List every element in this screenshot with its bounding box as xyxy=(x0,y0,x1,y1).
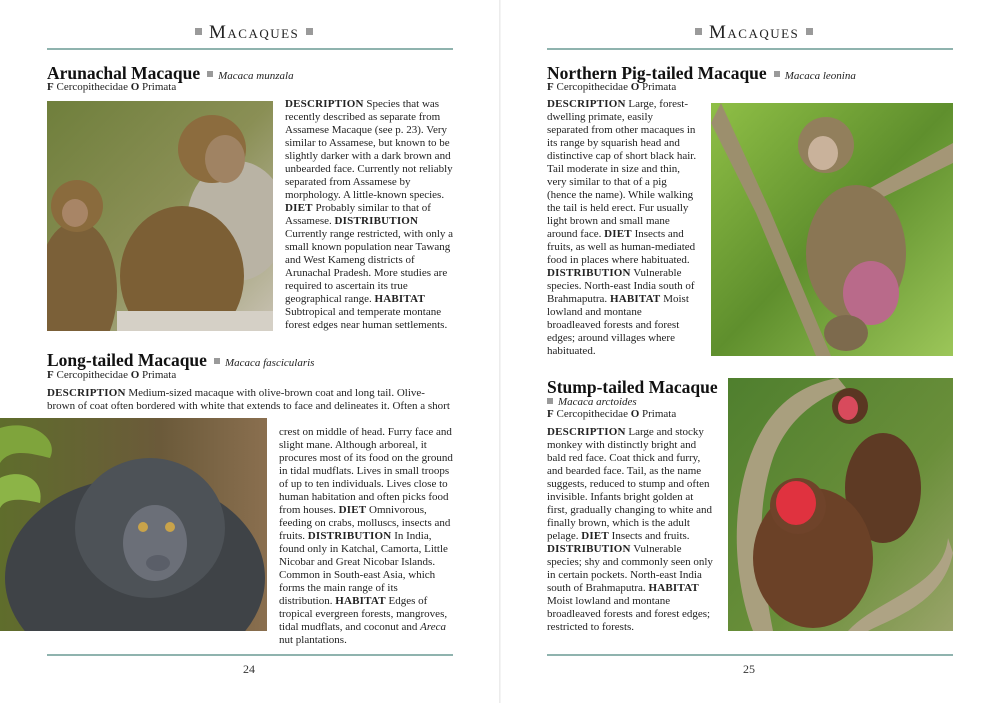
right-page xyxy=(500,0,1000,703)
common-name: Long-tailed Macaque xyxy=(47,350,207,370)
habitat-text: Edges of tropical evergreen forests, mangroves, tidal mudflats, and coconut and xyxy=(279,595,448,633)
family-label: F xyxy=(47,369,54,381)
habitat-text: Subtropical and temperate montane forest edges near human settlements. xyxy=(285,306,448,331)
distribution-text: In India, found only in Katchal, Camorta, Little Nicobar and Great Nicobar Islands. Common in South-east Asia, which forms the main range of its distribution. xyxy=(279,530,448,607)
diet-label: DIET xyxy=(285,202,313,214)
diet-text: Omnivorous, feeding on crabs, molluscs, insects and fruits. xyxy=(279,504,451,542)
habitat-text: Moist lowland and montane broadleaved forests and forest edges; restricted to forests. xyxy=(547,595,711,633)
taxonomy-line xyxy=(47,81,176,93)
common-name: Northern Pig-tailed Macaque xyxy=(547,63,767,83)
diet-text: Insects and fruits, as well as human-mediated food in places where habituated. xyxy=(547,228,696,266)
species-title xyxy=(547,377,718,398)
species-title xyxy=(47,350,314,371)
distribution-label: DISTRIBUTION xyxy=(547,543,631,555)
distribution-text: Vulnerable species. North-east India south of Brahmaputra. xyxy=(547,267,695,305)
scientific-name-line xyxy=(547,396,637,408)
description-label: DESCRIPTION xyxy=(547,426,626,438)
footer-rule xyxy=(47,654,453,656)
square-ornament-icon xyxy=(806,28,813,35)
description-text: Large, forest-dwelling primate, easily separated from other macaques in its range by squarish head and distinctive cap of short black hair. Tail moderate in size and thin, very similar to that of a pig (hence the name). While walking the tail is held erect. Fur usually light brown and small mane around face. xyxy=(547,98,697,240)
distribution-text: Currently range restricted, with only a small known population near Tawang and West Kameng districts of Arunachal Pradesh. More studies are required to ascertain its true geographical range. xyxy=(285,228,454,305)
scientific-name: Macaca arctoides xyxy=(558,396,637,408)
header-rule xyxy=(47,48,453,50)
page-number: 24 xyxy=(243,662,255,676)
common-name: Arunachal Macaque xyxy=(47,63,201,83)
habitat-label: HABITAT xyxy=(335,595,386,607)
species-body-top xyxy=(47,387,453,413)
order-label: O xyxy=(630,408,640,420)
scientific-name: Macaca fascicularis xyxy=(224,357,315,369)
square-bullet-icon xyxy=(207,71,213,77)
species-body xyxy=(547,98,697,358)
distribution-label: DISTRIBUTION xyxy=(307,530,392,542)
scientific-name: Macaca munzala xyxy=(218,70,294,82)
family-label: F xyxy=(547,81,554,93)
common-name: Stump-tailed Macaque xyxy=(547,377,718,397)
description-text: Medium-sized macaque with olive-brown coat and long tail. Olive-brown of coat often bordered with white that extends to face and delineates it. Often a short xyxy=(47,387,450,412)
family-name: Cercopithecidae xyxy=(556,81,628,93)
habitat-label: HABITAT xyxy=(374,293,425,305)
header-rule xyxy=(547,48,953,50)
square-bullet-icon xyxy=(774,71,780,77)
description-label: DESCRIPTION xyxy=(547,98,626,110)
square-bullet-icon xyxy=(547,398,553,404)
order-label: O xyxy=(130,81,140,93)
habitat-text: Moist lowland and montane broadleaved forests and forest edges; around villages where habituated. xyxy=(547,293,689,357)
habitat-text-end: nut plantations. xyxy=(279,634,347,646)
description-text: Species that was recently described as separate from Assamese Macaque (see p. 23). Very similar to Assamese, but known to be slightly darker with a dark brown and unbearded face. Currently not reliably separated from Assamese by morphology. A little-known species. xyxy=(285,98,453,201)
order-name: Primata xyxy=(642,408,677,420)
order-name: Primata xyxy=(642,81,677,93)
arunachal-macaque-photo xyxy=(47,101,273,331)
long-tailed-macaque-photo xyxy=(0,418,267,631)
taxonomy-line xyxy=(47,369,176,381)
distribution-label: DISTRIBUTION xyxy=(547,267,631,279)
family-label: F xyxy=(547,408,554,420)
scientific-name: Macaca leonina xyxy=(784,70,856,82)
family-name: Cercopithecidae xyxy=(56,369,128,381)
habitat-label: HABITAT xyxy=(648,582,699,594)
footer-rule xyxy=(547,654,953,656)
order-label: O xyxy=(130,369,140,381)
order-name: Primata xyxy=(142,369,177,381)
distribution-text: Vulnerable species; shy and commonly seen only in certain pockets. North-east India south of Brahmaputra. xyxy=(547,543,713,594)
square-bullet-icon xyxy=(214,358,220,364)
diet-text: Insects and fruits. xyxy=(611,530,690,542)
order-label: O xyxy=(630,81,640,93)
running-head-text: Macaques xyxy=(709,22,800,43)
description-text: Large and stocky monkey with distinctly bright and bald red face. Coat thick and furry, and bearded face. Tail, as the name suggests, reduced to stump and often invisible. Infants bright golden at first, gradually changing to white and finally brown, which is the adult pelage. xyxy=(547,426,712,542)
page-number: 25 xyxy=(743,662,755,676)
running-head-text: Macaques xyxy=(209,22,300,43)
running-head xyxy=(688,22,820,44)
northern-pig-tailed-macaque-photo xyxy=(711,103,953,356)
square-ornament-icon xyxy=(306,28,313,35)
family-name: Cercopithecidae xyxy=(556,408,628,420)
family-name: Cercopithecidae xyxy=(56,81,128,93)
description-label: DESCRIPTION xyxy=(47,387,126,399)
distribution-label: DISTRIBUTION xyxy=(334,215,419,227)
order-name: Primata xyxy=(142,81,177,93)
taxonomy-line xyxy=(547,81,676,93)
diet-label: DIET xyxy=(581,530,609,542)
species-body-rest xyxy=(279,426,453,647)
diet-label: DIET xyxy=(338,504,367,516)
family-label: F xyxy=(47,81,54,93)
habitat-italic-text: Areca xyxy=(420,621,446,633)
diet-label: DIET xyxy=(604,228,632,240)
taxonomy-line xyxy=(547,408,676,420)
species-body xyxy=(285,98,455,332)
stump-tailed-macaque-photo xyxy=(728,378,953,631)
species-body xyxy=(547,426,715,634)
description-label: DESCRIPTION xyxy=(285,98,364,110)
square-ornament-icon xyxy=(695,28,702,35)
description-text: crest on middle of head. Furry face and slight mane. Although arboreal, it procures most of its food on the ground in tidal mudflats. Lives in small troops of up to ten individuals. Lives close to human habitation and often picks food from houses. xyxy=(279,426,453,516)
diet-text: Probably similar to that of Assamese. xyxy=(285,202,431,227)
running-head xyxy=(188,22,320,44)
habitat-label: HABITAT xyxy=(609,293,661,305)
square-ornament-icon xyxy=(195,28,202,35)
